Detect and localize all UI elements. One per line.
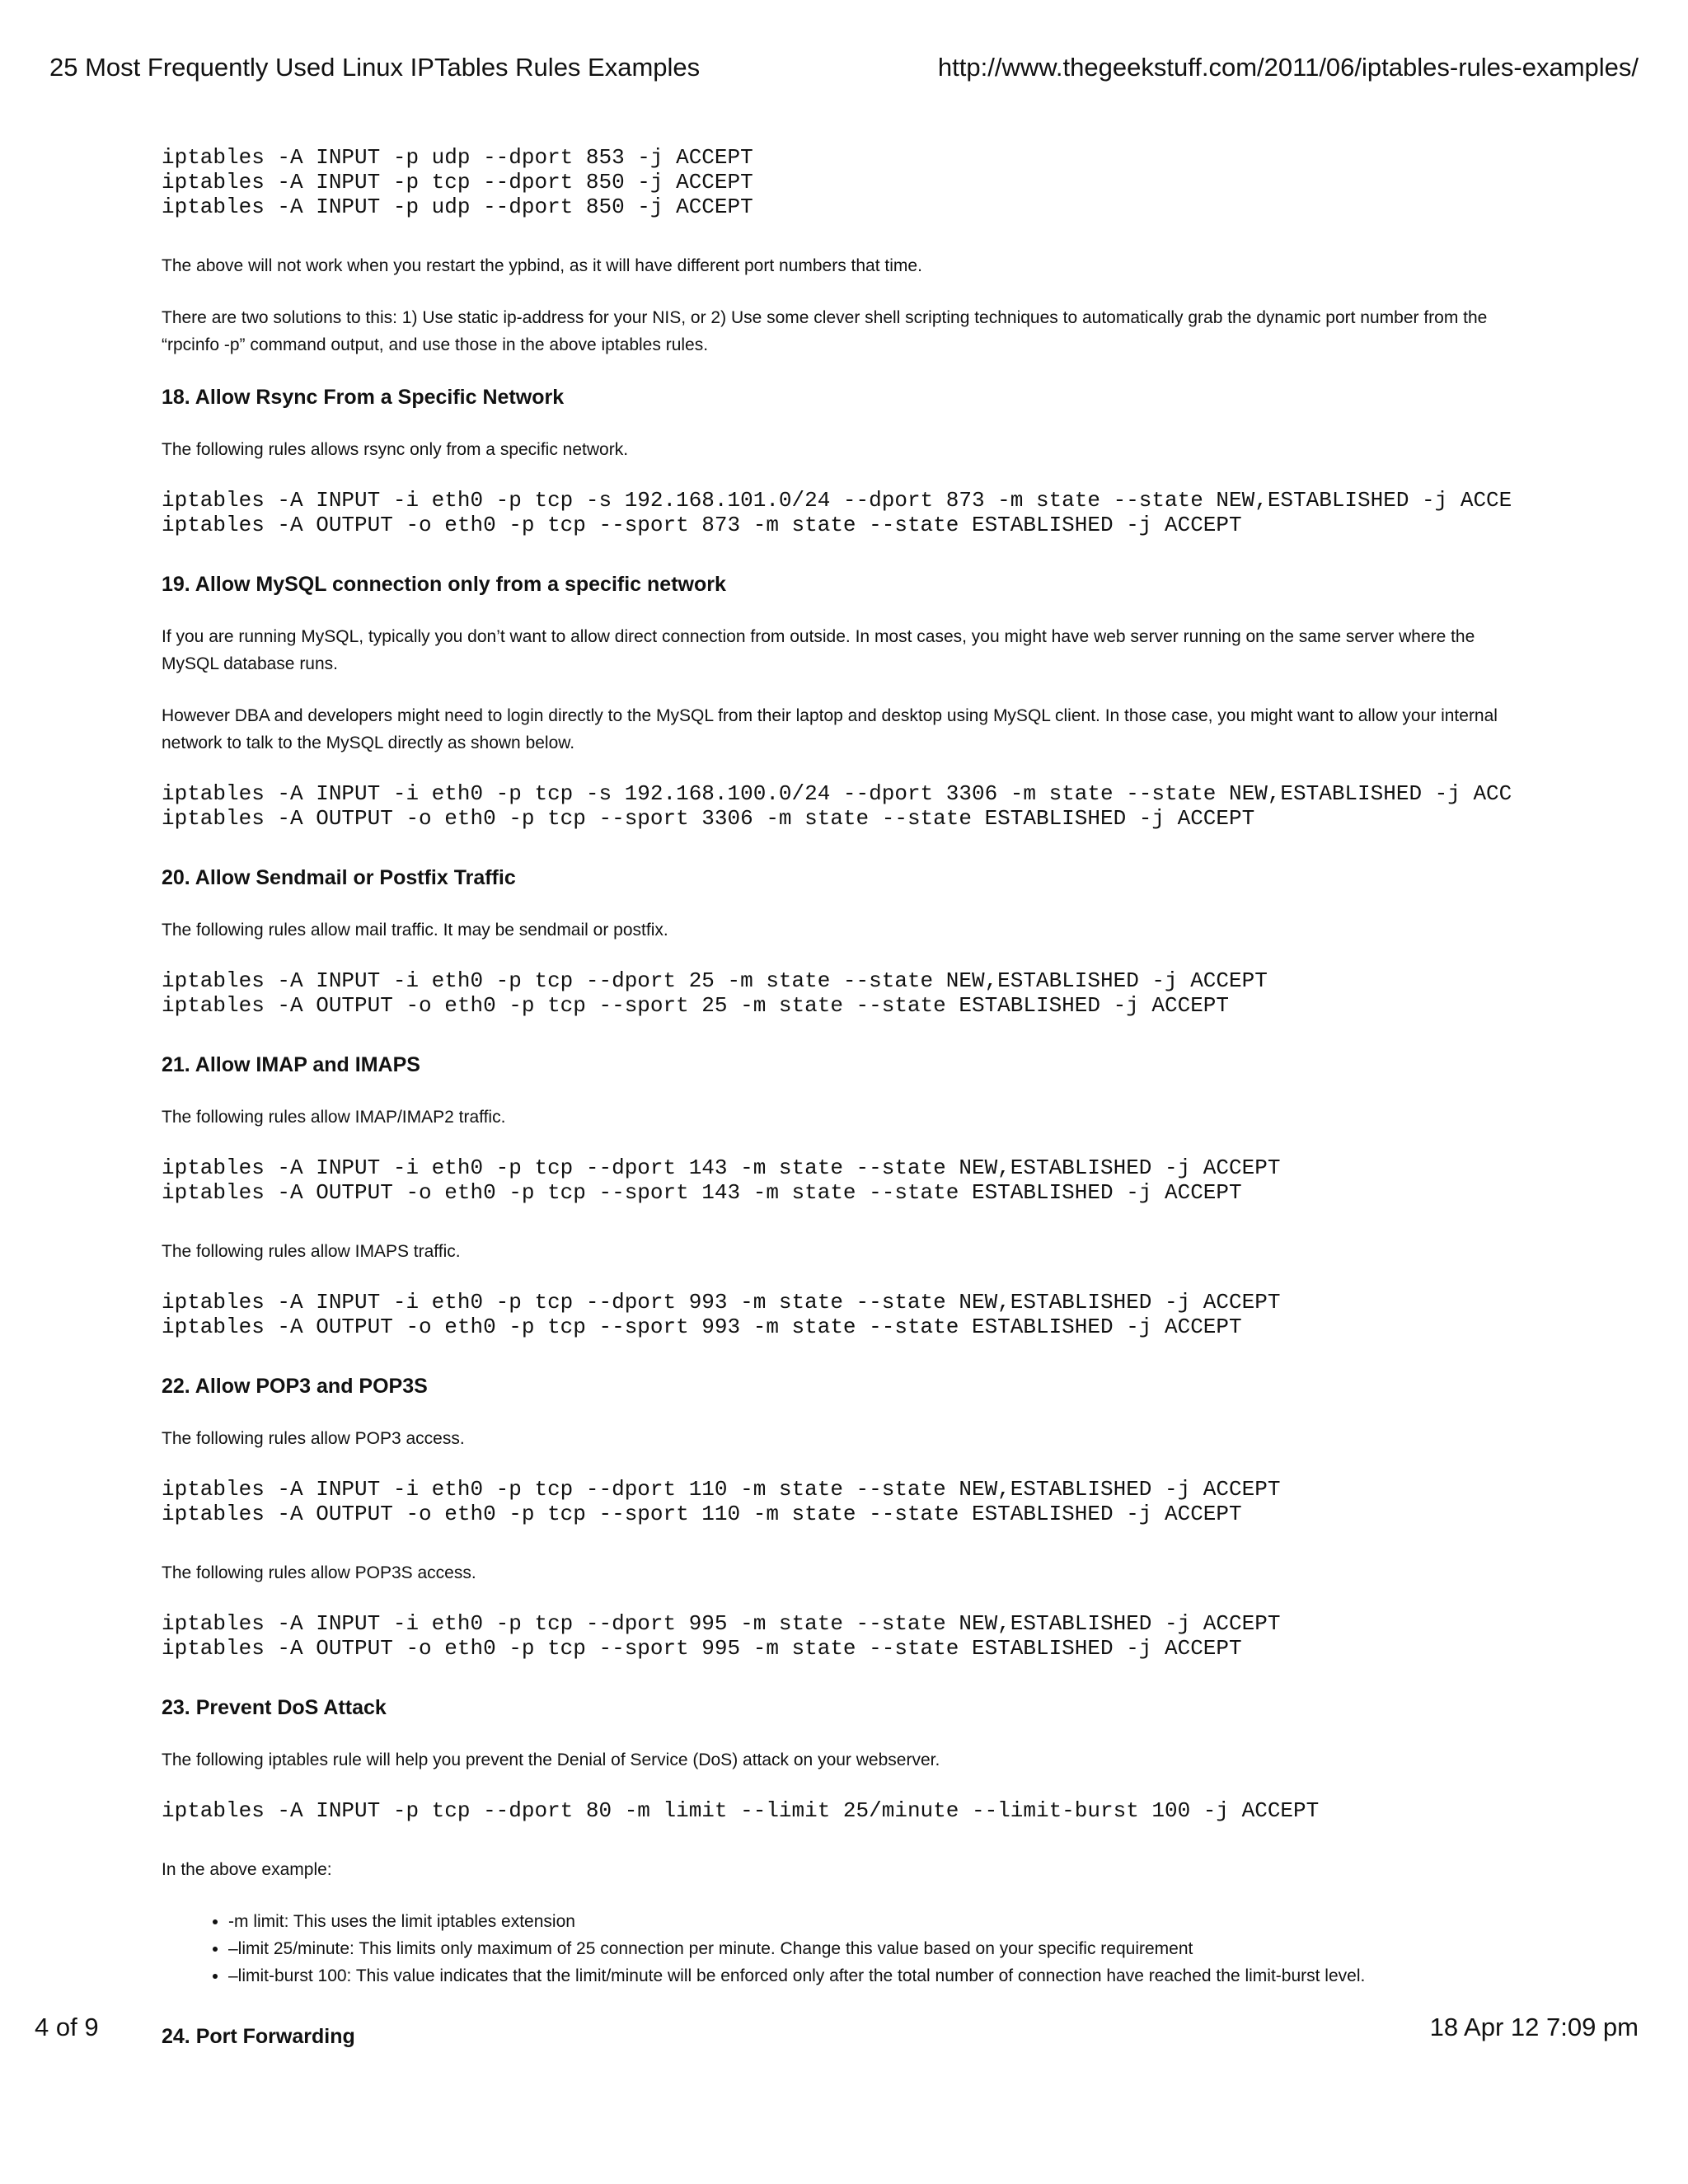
code-line: iptables -A INPUT -i eth0 -p tcp -s 192.168.101.0/24 --dport 873 -m state --state NEW,ESTABLISHED -j ACCE	[162, 488, 1512, 513]
paragraph: The following iptables rule will help you prevent the Denial of Service (DoS) attack on your webserver.	[162, 1750, 940, 1769]
code-line: iptables -A INPUT -p tcp --dport 850 -j ACCEPT	[162, 170, 753, 194]
print-datetime: 18 Apr 12 7:09 pm	[1429, 2013, 1639, 2041]
code-block	[162, 781, 1523, 831]
list-item: • –limit 25/minute: This limits only maximum of 25 connection per minute. Change this value based on your specific requirement	[228, 1935, 1523, 1962]
paragraph: The following rules allow POP3S access.	[162, 1563, 476, 1582]
code-line: iptables -A INPUT -i eth0 -p tcp --dport 993 -m state --state NEW,ESTABLISHED -j ACCEPT	[162, 1290, 1281, 1315]
section-heading: 22. Allow POP3 and POP3S	[162, 1375, 428, 1398]
code-line: iptables -A OUTPUT -o eth0 -p tcp --sport 993 -m state --state ESTABLISHED -j ACCEPT	[162, 1315, 1242, 1339]
code-block	[162, 1477, 1523, 1526]
code-line: iptables -A INPUT -i eth0 -p tcp --dport 995 -m state --state NEW,ESTABLISHED -j ACCEPT	[162, 1611, 1281, 1636]
code-block	[162, 488, 1523, 537]
list-item: • -m limit: This uses the limit iptables extension	[228, 1908, 1523, 1935]
code-block	[162, 145, 1523, 219]
paragraph: However DBA and developers might need to login directly to the MySQL from their laptop and desktop using MySQL client. In those case, you might want to allow your internal network to talk to the MySQL directly as shown below.	[162, 706, 1498, 752]
page-number: 4 of 9	[35, 2013, 99, 2041]
code-line: iptables -A INPUT -p tcp --dport 80 -m limit --limit 25/minute --limit-burst 100 -j ACCEPT	[162, 1798, 1320, 1823]
section-heading: 21. Allow IMAP and IMAPS	[162, 1053, 420, 1076]
paragraph: There are two solutions to this: 1) Use static ip-address for your NIS, or 2) Use some clever shell scripting techniques to automatically grab the dynamic port number from the “rpcinfo -p” command output, and use those in the above iptables rules.	[162, 308, 1488, 354]
page-header	[49, 51, 1639, 84]
code-line: iptables -A OUTPUT -o eth0 -p tcp --sport 143 -m state --state ESTABLISHED -j ACCEPT	[162, 1180, 1242, 1205]
source-url[interactable]: http://www.thegeekstuff.com/2011/06/iptables-rules-examples/	[937, 53, 1639, 82]
code-block	[162, 1290, 1523, 1339]
section-heading: 18. Allow Rsync From a Specific Network	[162, 386, 565, 409]
code-line: iptables -A INPUT -p udp --dport 853 -j ACCEPT	[162, 145, 753, 170]
paragraph: The following rules allow IMAP/IMAP2 traffic.	[162, 1108, 506, 1127]
section-heading: 20. Allow Sendmail or Postfix Traffic	[162, 866, 516, 889]
paragraph: The following rules allow mail traffic. It may be sendmail or postfix.	[162, 921, 668, 940]
document-title: 25 Most Frequently Used Linux IPTables Rules Examples	[49, 53, 701, 82]
code-line: iptables -A OUTPUT -o eth0 -p tcp --sport 873 -m state --state ESTABLISHED -j ACCEPT	[162, 513, 1242, 537]
paragraph: The above will not work when you restart the ypbind, as it will have different port numbers that time.	[162, 256, 922, 275]
code-block	[162, 1798, 1523, 1823]
code-block	[162, 968, 1523, 1018]
code-line: iptables -A OUTPUT -o eth0 -p tcp --sport 110 -m state --state ESTABLISHED -j ACCEPT	[162, 1502, 1242, 1526]
list-item: • –limit-burst 100: This value indicates that the limit/minute will be enforced only after the total number of connection have reached the limit-burst level.	[228, 1962, 1523, 1990]
section-heading: 19. Allow MySQL connection only from a specific network	[162, 573, 726, 596]
bullet-list	[162, 1908, 1523, 1990]
paragraph: The following rules allow POP3 access.	[162, 1429, 465, 1448]
article-content	[162, 145, 1523, 2075]
section-heading: 23. Prevent DoS Attack	[162, 1696, 387, 1719]
code-line: iptables -A OUTPUT -o eth0 -p tcp --sport 3306 -m state --state ESTABLISHED -j ACCEPT	[162, 806, 1255, 831]
paragraph: The following rules allows rsync only from a specific network.	[162, 440, 629, 459]
code-line: iptables -A INPUT -p udp --dport 850 -j ACCEPT	[162, 194, 753, 219]
page-footer	[35, 2011, 1639, 2044]
section-heading: 24. Port Forwarding	[162, 2025, 355, 2048]
code-block	[162, 1155, 1523, 1205]
code-line: iptables -A INPUT -i eth0 -p tcp --dport 110 -m state --state NEW,ESTABLISHED -j ACCEPT	[162, 1477, 1281, 1502]
code-line: iptables -A OUTPUT -o eth0 -p tcp --sport 25 -m state --state ESTABLISHED -j ACCEPT	[162, 993, 1230, 1018]
code-line: iptables -A OUTPUT -o eth0 -p tcp --sport 995 -m state --state ESTABLISHED -j ACCEPT	[162, 1636, 1242, 1661]
code-line: iptables -A INPUT -i eth0 -p tcp -s 192.168.100.0/24 --dport 3306 -m state --state NEW,ESTABLISHED -j ACC	[162, 781, 1512, 806]
paragraph: If you are running MySQL, typically you don’t want to allow direct connection from outside. In most cases, you might have web server running on the same server where the MySQL database runs.	[162, 627, 1475, 673]
paragraph: The following rules allow IMAPS traffic.	[162, 1242, 461, 1261]
code-block	[162, 1611, 1523, 1661]
paragraph: In the above example:	[162, 1860, 332, 1879]
code-line: iptables -A INPUT -i eth0 -p tcp --dport 25 -m state --state NEW,ESTABLISHED -j ACCEPT	[162, 968, 1268, 993]
code-line: iptables -A INPUT -i eth0 -p tcp --dport 143 -m state --state NEW,ESTABLISHED -j ACCEPT	[162, 1155, 1281, 1180]
